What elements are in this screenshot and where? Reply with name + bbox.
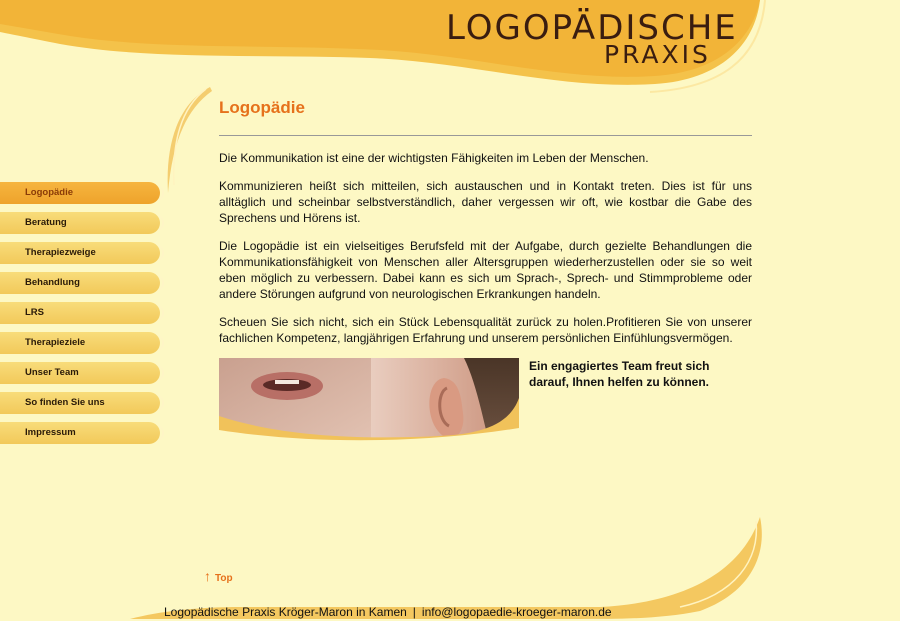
paragraph-1: Die Kommunikation ist eine der wichtigsten Fähigkeiten im Leben der Menschen. (219, 151, 649, 165)
nav-item-unser-team[interactable]: Unser Team (0, 362, 160, 384)
nav-item-therapiezweige[interactable]: Therapiezweige (0, 242, 160, 264)
footer-separator: | (412, 605, 416, 619)
nav-item-impressum[interactable]: Impressum (0, 422, 160, 444)
paragraph-4: Scheuen Sie sich nicht, sich ein Stück Lebensqualität zurück zu holen.Profitieren Sie von unserer fachlichen Kompetenz, langjährigen Erfahrung und unserem persönlichen Einfühlungsvermögen. (219, 315, 752, 345)
arrow-up-icon: ↑ (204, 568, 211, 584)
footer-email-link[interactable]: info@logopaedie-kroeger-maron.de (421, 605, 612, 619)
nav-item-logopaedie[interactable]: Logopädie (0, 182, 160, 204)
nav-item-lrs[interactable]: LRS (0, 302, 160, 324)
logo[interactable] (446, 6, 738, 70)
body-text (219, 150, 752, 358)
footer (164, 605, 612, 619)
logo-text-line2: PRAXIS (604, 40, 711, 69)
nav-item-so-finden-sie-uns[interactable]: So finden Sie uns (0, 392, 160, 414)
nav-item-beratung[interactable]: Beratung (0, 212, 160, 234)
logo-text-line1: LOGOPÄDISCHE (446, 8, 738, 48)
main-content (219, 98, 752, 345)
page-title: Logopädie (219, 98, 305, 117)
nav-item-therapieziele[interactable]: Therapieziele (0, 332, 160, 354)
paragraph-2: Kommunizieren heißt sich mitteilen, sich austauschen und in Kontakt treten. Dies ist für uns alltäglich und scheinbar selbstverständlich, daher vergessen wir oft, wie kostbar die Gabe des Sprechens und Hörens ist. (219, 179, 752, 225)
back-to-top-link[interactable] (204, 568, 233, 584)
top-link-label: Top (215, 573, 233, 584)
left-swoosh-decoration (150, 85, 220, 195)
team-tagline: Ein engagiertes Team freut sich darauf, Ihnen helfen zu können. (529, 359, 710, 389)
sidebar-nav (0, 182, 165, 452)
title-divider (219, 135, 752, 136)
footer-practice-name: Logopädische Praxis Kröger-Maron in Kamen (164, 605, 407, 619)
mouth-ear-photo (219, 358, 519, 443)
nav-item-behandlung[interactable]: Behandlung (0, 272, 160, 294)
paragraph-3: Die Logopädie ist ein vielseitiges Berufsfeld mit der Aufgabe, durch gezielte Behandlungen die Kommunikationsfähigkeit von Menschen aller Altersgruppen wiederherzustellen oder sie so weit eben möglich zu verbessern. Dabei kann es sich um Sprach-, Sprech- und Stimmprobleme oder andere Störungen aufgrund von neurologischen Erkrankungen handeln. (219, 239, 752, 301)
